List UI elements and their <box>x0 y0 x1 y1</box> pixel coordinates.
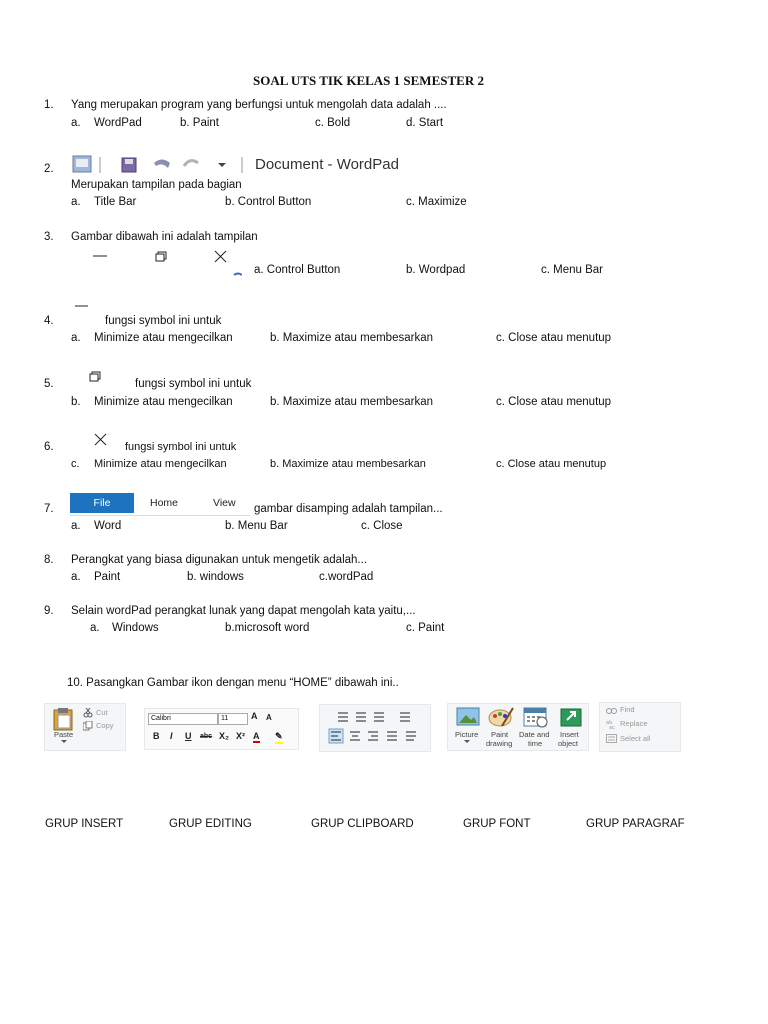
q6-opt-a-label: c. <box>71 458 80 470</box>
q1-opt-a: WordPad <box>94 117 142 129</box>
q8-number: 8. <box>44 554 54 566</box>
paint-label-2: drawing <box>486 739 513 748</box>
q5-number: 5. <box>44 378 54 390</box>
italic-icon: I <box>170 731 173 741</box>
q4-opt-b: b. Maximize atau membesarkan <box>270 332 433 344</box>
wordpad-menu-bar-image <box>70 493 250 516</box>
q3-number: 3. <box>44 231 54 243</box>
q8-opt-c: c.wordPad <box>319 571 374 583</box>
q7-text: gambar disamping adalah tampilan... <box>254 503 443 515</box>
q9-opt-a-label: a. <box>90 622 100 634</box>
find-icon <box>606 706 617 715</box>
q4-opt-a: Minimize atau mengecilkan <box>94 332 233 344</box>
group-editing-label: GRUP EDITING <box>169 818 252 830</box>
insert-object-icon <box>559 706 583 728</box>
dropdown-arrow-icon <box>61 740 67 744</box>
subscript-icon: X₂ <box>219 731 230 741</box>
picture-icon <box>456 707 480 727</box>
paste-label: Paste <box>54 730 74 739</box>
paint-drawing-icon <box>488 706 514 728</box>
q5-opt-c: c. Close atau menutup <box>496 396 612 408</box>
q7-number: 7. <box>44 503 54 515</box>
group-clipboard-label: GRUP CLIPBOARD <box>311 818 414 830</box>
control-buttons-image <box>92 250 242 278</box>
q2-text: Merupakan tampilan pada bagian <box>71 179 242 191</box>
quick-access-icons <box>72 154 252 176</box>
svg-text:ac: ac <box>609 725 615 729</box>
q5-opt-a-label: b. <box>71 396 81 408</box>
q8-opt-b: b. windows <box>187 571 244 583</box>
paste-icon <box>52 707 74 731</box>
grow-font-icon: A <box>251 711 258 721</box>
replace-icon <box>606 719 617 729</box>
replace-label: Replace <box>620 719 648 728</box>
document-title-text: Document - WordPad <box>255 156 399 173</box>
cut-icon <box>83 708 93 718</box>
ribbon-insert-image <box>447 703 589 751</box>
q7-opt-b: b. Menu Bar <box>225 520 288 532</box>
q8-opt-a: Paint <box>94 571 121 583</box>
bold-icon: B <box>153 731 160 741</box>
font-name-box: Calibri <box>148 713 218 725</box>
strikethrough-icon: abc <box>200 733 213 740</box>
page-title: SOAL UTS TIK KELAS 1 SEMESTER 2 <box>253 73 484 88</box>
underline-icon: U <box>185 731 192 741</box>
date-label-2: time <box>528 739 543 748</box>
date-time-icon <box>523 706 549 728</box>
q6-opt-a: Minimize atau mengecilkan <box>94 458 227 470</box>
paragraph-icons <box>320 705 430 751</box>
q2-opt-c: c. Maximize <box>406 196 467 208</box>
insert-label-2: object <box>558 739 579 748</box>
q4-opt-a-label: a. <box>71 332 81 344</box>
font-color-icon: A <box>253 731 260 741</box>
find-label: Find <box>620 705 635 714</box>
ribbon-editing-image <box>599 702 681 752</box>
group-font-label: GRUP FONT <box>463 818 531 830</box>
highlight-icon: ✎ <box>275 731 283 744</box>
q9-opt-c: c. Paint <box>406 622 445 634</box>
q4-opt-c: c. Close atau menutup <box>496 332 612 344</box>
q1-text: Yang merupakan program yang berfungsi untuk mengolah data adalah .... <box>71 99 447 111</box>
q2-opt-a-label: a. <box>71 196 81 208</box>
picture-label: Picture <box>455 730 479 739</box>
superscript-icon: X² <box>236 731 245 741</box>
q3-opt-b: b. Wordpad <box>406 264 466 276</box>
q6-opt-c: c. Close atau menutup <box>496 458 607 470</box>
q5-opt-b: b. Maximize atau membesarkan <box>270 396 433 408</box>
q3-text: Gambar dibawah ini adalah tampilan <box>71 231 258 243</box>
q6-text: fungsi symbol ini untuk <box>125 441 237 453</box>
restore-icon <box>88 370 104 383</box>
q8-opt-a-label: a. <box>71 571 81 583</box>
q5-opt-a: Minimize atau mengecilkan <box>94 396 233 408</box>
menu-view-tab: View <box>213 497 236 509</box>
q6-opt-b: b. Maximize atau membesarkan <box>270 458 426 470</box>
q9-opt-a: Windows <box>112 622 159 634</box>
q7-opt-c: c. Close <box>361 520 403 532</box>
q7-opt-a: Word <box>94 520 122 532</box>
paint-label-1: Paint <box>491 730 509 739</box>
q2-opt-b: b. Control Button <box>225 196 312 208</box>
ribbon-clipboard-image <box>44 703 126 751</box>
copy-icon <box>83 721 93 731</box>
q1-opt-a-label: a. <box>71 117 81 129</box>
minimize-icon <box>74 303 90 309</box>
group-paragraf-label: GRUP PARAGRAF <box>586 818 685 830</box>
q3-opt-c: c. Menu Bar <box>541 264 603 276</box>
copy-label: Copy <box>96 721 114 730</box>
q9-text: Selain wordPad perangkat lunak yang dapat mengolah kata yaitu,... <box>71 605 416 617</box>
q2-opt-a: Title Bar <box>94 196 137 208</box>
q6-number: 6. <box>44 441 54 453</box>
close-icon <box>94 433 108 447</box>
q5-text: fungsi symbol ini untuk <box>135 378 252 390</box>
q1-number: 1. <box>44 99 54 111</box>
date-label-1: Date and <box>519 730 550 739</box>
shrink-font-icon: A <box>266 713 272 722</box>
menu-home-tab: Home <box>150 497 179 509</box>
font-size-box: 11 <box>218 713 248 725</box>
q3-opt-a: a. Control Button <box>254 264 341 276</box>
q1-opt-d: d. Start <box>406 117 444 129</box>
select-all-label: Select all <box>620 734 651 743</box>
ribbon-font-image <box>144 708 299 750</box>
q9-opt-b: b.microsoft word <box>225 622 310 634</box>
q2-number: 2. <box>44 163 54 175</box>
q8-text: Perangkat yang biasa digunakan untuk mengetik adalah... <box>71 554 368 566</box>
q1-opt-c: c. Bold <box>315 117 351 129</box>
q1-opt-b: b. Paint <box>180 117 219 129</box>
wordpad-title-bar-image <box>72 154 436 176</box>
q4-number: 4. <box>44 315 54 327</box>
insert-label-1: Insert <box>560 730 579 739</box>
q9-number: 9. <box>44 605 54 617</box>
q7-opt-a-label: a. <box>71 520 81 532</box>
group-insert-label: GRUP INSERT <box>45 818 124 830</box>
ribbon-paragraph-image <box>319 704 431 752</box>
menu-file-tab: File <box>70 493 134 513</box>
dropdown-arrow-icon <box>464 740 470 744</box>
cut-label: Cut <box>96 708 108 717</box>
q4-text: fungsi symbol ini untuk <box>105 315 222 327</box>
svg-text:ab: ab <box>606 720 613 726</box>
q10-text: 10. Pasangkan Gambar ikon dengan menu “HOME” dibawah ini.. <box>67 677 399 689</box>
select-all-icon <box>606 734 617 743</box>
